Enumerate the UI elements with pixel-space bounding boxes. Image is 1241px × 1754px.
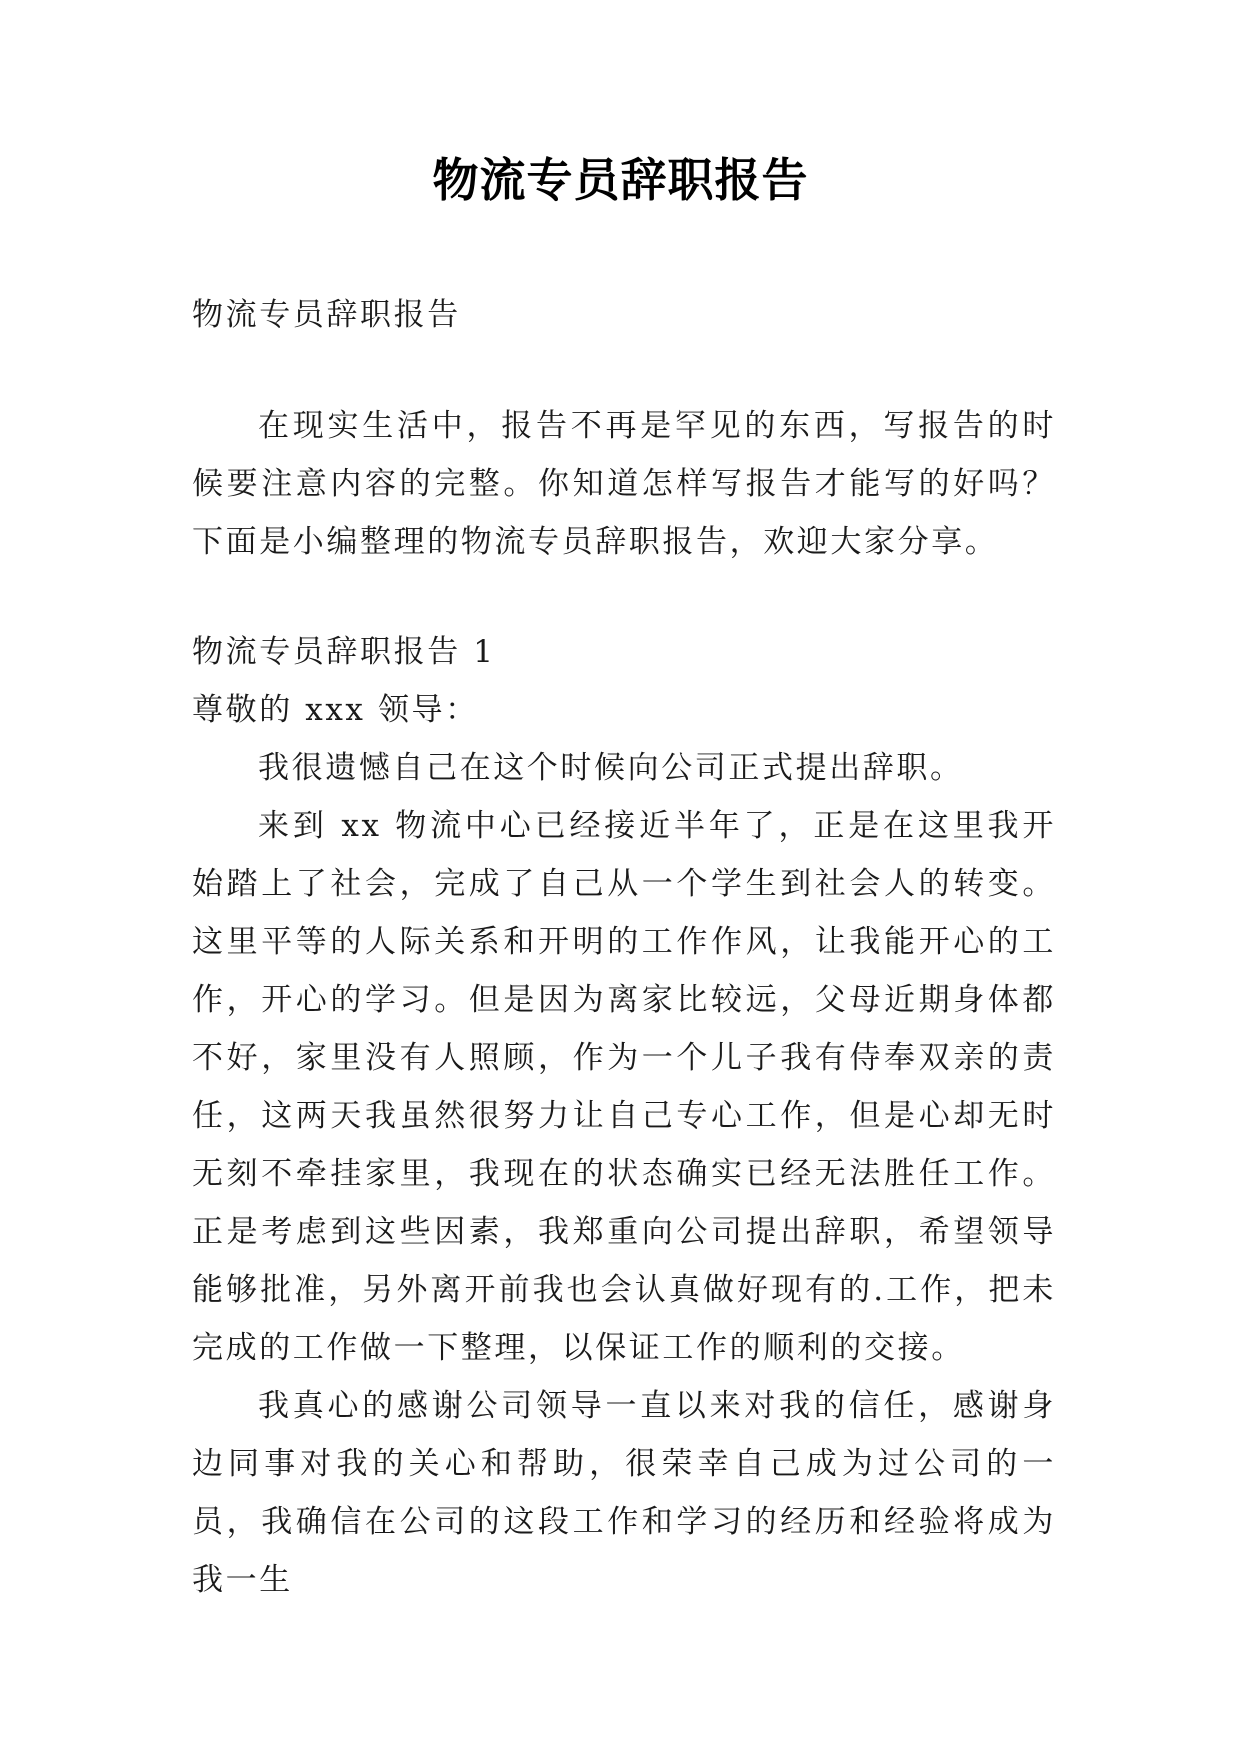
body-paragraph: 我真心的感谢公司领导一直以来对我的信任，感谢身边同事对我的关心和帮助，很荣幸自己成为过公司的一员，我确信在公司的这段工作和学习的经历和经验将成为我一生 [192,1388,1056,1598]
intro-paragraph: 在现实生活中，报告不再是罕见的东西，写报告的时候要注意内容的完整。你知道怎样写报告才能写的好吗？下面是小编整理的物流专员辞职报告，欢迎大家分享。 [192,408,1056,560]
section-heading: 物流专员辞职报告 1 [192,634,496,670]
document-title: 物流专员辞职报告 [432,153,809,207]
document-subtitle: 物流专员辞职报告 [192,297,461,333]
body-paragraph: 我很遗憾自己在这个时候向公司正式提出辞职。 [258,750,964,786]
body-paragraph: 来到 xx 物流中心已经接近半年了，正是在这里我开始踏上了社会，完成了自己从一个学生到社会人的转变。这里平等的人际关系和开明的工作作风，让我能开心的工作，开心的学习。但是因为离家比较远，父母近期身体都不好，家里没有人照顾，作为一个儿子我有侍奉双亲的责任，这两天我虽然很努力让自己专心工作，但是心却无时无刻不牵挂家里，我现在的状态确实已经无法胜任工作。正是考虑到这些因素，我郑重向公司提出辞职，希望领导能够批准，另外离开前我也会认真做好现有的.工作，把未完成的工作做一下整理，以保证工作的顺利的交接。 [192,808,1056,1366]
salutation: 尊敬的 xxx 领导： [192,692,479,728]
document-body [192,286,1056,1609]
